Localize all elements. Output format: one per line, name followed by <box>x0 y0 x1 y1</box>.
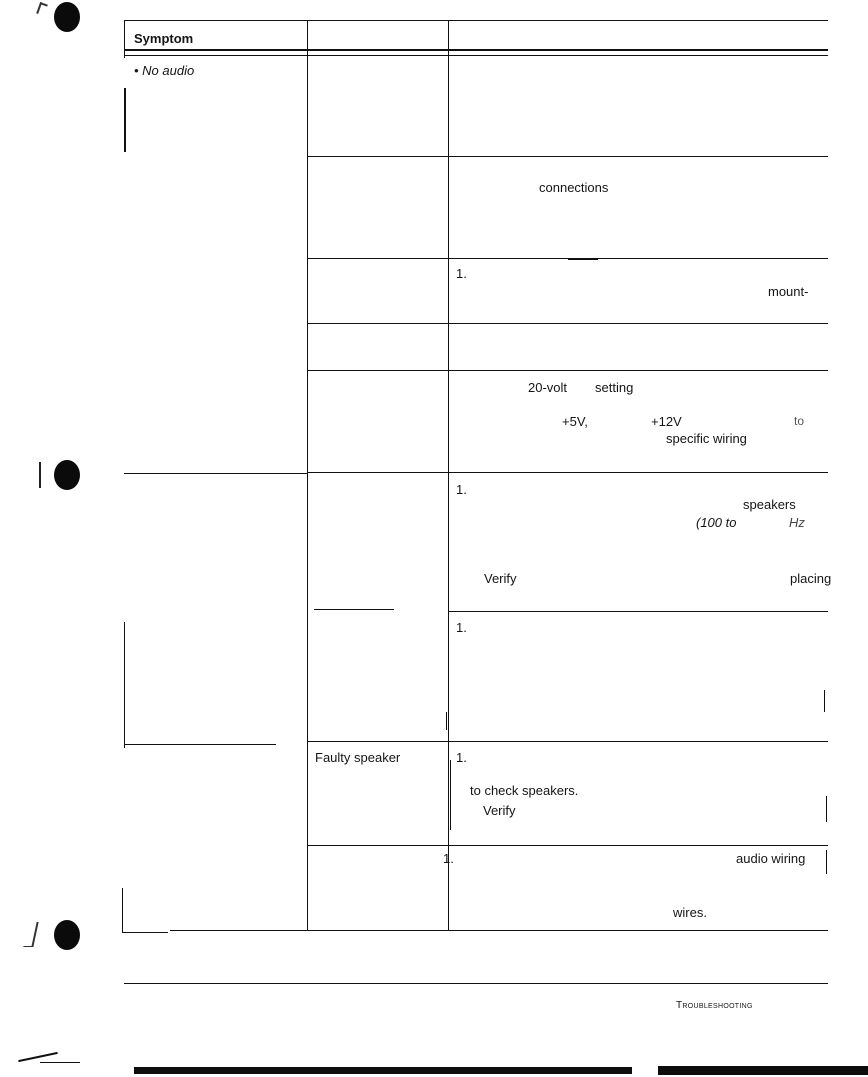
fragment-verify-b: Verify <box>483 803 516 818</box>
symptom-no-audio: • No audio <box>134 63 195 78</box>
table-bottom-rule-left <box>122 932 168 933</box>
fragment-plus5v: +5V, <box>562 414 588 429</box>
right-edge-tick-2 <box>826 850 827 874</box>
header-bottom-rule <box>124 49 828 51</box>
symptom-left-border-1 <box>124 88 126 152</box>
row-rule-col23-8 <box>308 845 828 846</box>
fragment-step-1b: 1. <box>456 482 467 497</box>
right-edge-tick-1 <box>824 690 825 712</box>
scan-mark-bottom-left <box>23 922 38 947</box>
scan-bar-right <box>658 1066 868 1075</box>
row-rule-col3-6 <box>449 611 828 612</box>
row-rule-col2-6 <box>314 609 394 610</box>
scan-mark-corner-tail <box>40 1062 80 1063</box>
row-rule-col23-5 <box>308 472 828 473</box>
fragment-placing: placing <box>790 571 832 586</box>
symptom-left-border-2 <box>124 622 125 748</box>
fragment-step-1e: 1. <box>443 851 454 866</box>
row-rule-col23-7 <box>308 741 828 742</box>
table-top-rule <box>124 20 828 21</box>
fragment-step-1c: 1. <box>456 620 467 635</box>
fragment-verify-a: Verify <box>484 571 517 586</box>
scan-bar-left <box>134 1067 632 1074</box>
cause-faulty-speaker: Faulty speaker <box>315 750 401 765</box>
scan-tick-col3 <box>446 712 447 730</box>
fragment-plus12v: +12V <box>651 414 682 429</box>
footer-rule <box>124 983 828 984</box>
fragment-hz: Hz <box>789 515 805 530</box>
header-symptom: Symptom <box>134 31 194 46</box>
fragment-speakers: speakers <box>743 497 796 512</box>
symptom-left-border-3 <box>122 888 123 932</box>
row-rule-col23-3 <box>308 323 828 324</box>
header-bottom-rule-2 <box>124 55 828 56</box>
fragment-specific-wiring: specific wiring <box>666 431 747 446</box>
fragment-to-check-speakers: to check speakers. <box>470 783 579 798</box>
right-edge-tick-3 <box>826 796 827 822</box>
footer-section-title: Troubleshooting <box>676 1000 753 1011</box>
fragment-audio-wiring: audio wiring <box>736 851 806 866</box>
table-bottom-rule <box>170 930 828 931</box>
scan-mark-top-left <box>36 2 48 16</box>
fragment-step-1a: 1. <box>456 266 467 281</box>
binder-hole-top <box>54 2 80 32</box>
symptom-group-rule-1 <box>124 473 307 474</box>
scan-mark-bracket <box>34 462 41 488</box>
fragment-mount: mount- <box>768 284 809 299</box>
scan-dash <box>568 258 598 260</box>
fragment-setting: setting <box>595 380 634 395</box>
fragment-step-1d: 1. <box>456 750 467 765</box>
fragment-range: (100 to <box>696 515 737 530</box>
binder-hole-bottom <box>54 920 80 950</box>
symptom-group-rule-2 <box>124 744 276 745</box>
fragment-connections: connections <box>539 180 609 195</box>
scan-mark-corner <box>18 1052 58 1062</box>
fragment-wires: wires. <box>673 905 707 920</box>
header-left-border <box>124 20 125 58</box>
row-rule-col23-4 <box>308 370 828 371</box>
fragment-20-volt: 20-volt <box>528 380 568 395</box>
fragment-to: to <box>794 414 805 428</box>
scan-tick-col3-b <box>450 760 451 830</box>
binder-hole-middle <box>54 460 80 490</box>
row-rule-col23-1 <box>308 156 828 157</box>
